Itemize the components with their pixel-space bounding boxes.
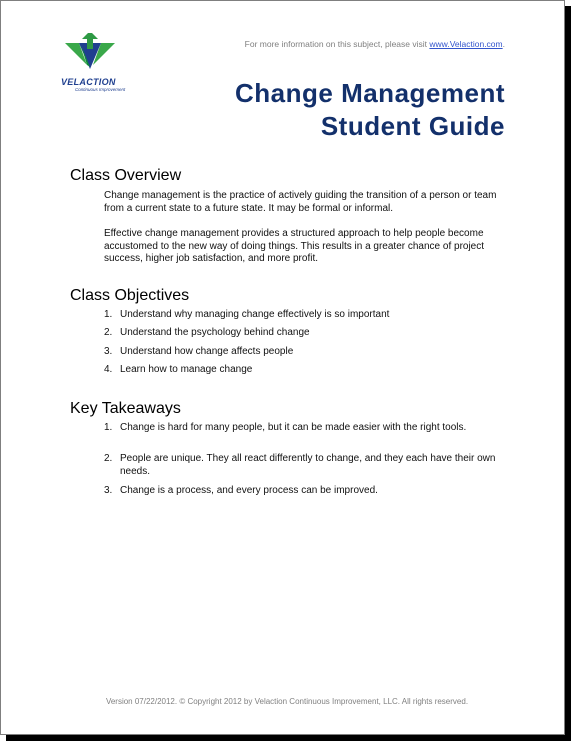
objective-text: Understand why managing change effectively is so important — [120, 309, 390, 320]
takeaway-text: Change is hard for many people, but it can be made easier with the right tools. — [120, 422, 467, 433]
overview-paragraph-2: Effective change management provides a structured approach to help people become accustomed to the new way of doing things. This results in a greater chance of project success, higher job satisfaction, and more profit. — [104, 228, 485, 264]
objective-text: Learn how to manage change — [120, 364, 253, 375]
objective-item — [104, 327, 504, 340]
title-line-2: Student Guide — [320, 111, 505, 141]
takeaway-item — [104, 453, 504, 478]
takeaway-item — [104, 485, 504, 498]
overview-paragraph-1: Change management is the practice of actively guiding the transition of a person or team from a current state to a future state. It may be formal or informal. — [104, 190, 497, 214]
page-shadow-bottom — [6, 735, 571, 741]
objective-text: Understand how change affects people — [120, 346, 294, 357]
key-takeaways-heading: Key Takeaways — [70, 400, 181, 417]
velaction-link[interactable]: www.Velaction.com — [429, 39, 503, 49]
class-overview-heading: Class Overview — [70, 167, 182, 184]
list-number: 4. — [104, 364, 113, 375]
copyright-footer: Version 07/22/2012. © Copyright 2012 by Velaction Continuous Improvement, LLC. All rights reserved. — [105, 697, 469, 706]
takeaway-text: Change is a process, and every process can be improved. — [120, 485, 378, 496]
list-number: 1. — [104, 422, 113, 433]
takeaway-item — [104, 422, 504, 435]
class-objectives-heading: Class Objectives — [70, 287, 190, 304]
list-number: 3. — [104, 485, 113, 496]
list-number: 1. — [104, 309, 113, 320]
title-line-1: Change Management — [235, 78, 505, 108]
more-info-text: For more information on this subject, please visit — [244, 39, 428, 49]
page-shadow-right — [565, 6, 571, 741]
takeaway-text: People are unique. They all react differently to change, and they each have their own needs. — [120, 453, 496, 477]
list-number: 2. — [104, 327, 113, 338]
objective-item — [104, 364, 504, 377]
list-number: 2. — [104, 453, 113, 464]
objective-item — [104, 346, 504, 359]
document-title — [151, 77, 505, 143]
logo-mark-icon — [61, 33, 121, 77]
list-number: 3. — [104, 346, 113, 357]
logo-name: VELACTION — [61, 77, 116, 87]
more-info-suffix: . — [502, 39, 505, 49]
objective-text: Understand the psychology behind change — [120, 327, 310, 338]
logo-tagline: Continuous Improvement — [75, 87, 126, 92]
more-info-line — [201, 39, 505, 49]
objective-item — [104, 309, 504, 322]
